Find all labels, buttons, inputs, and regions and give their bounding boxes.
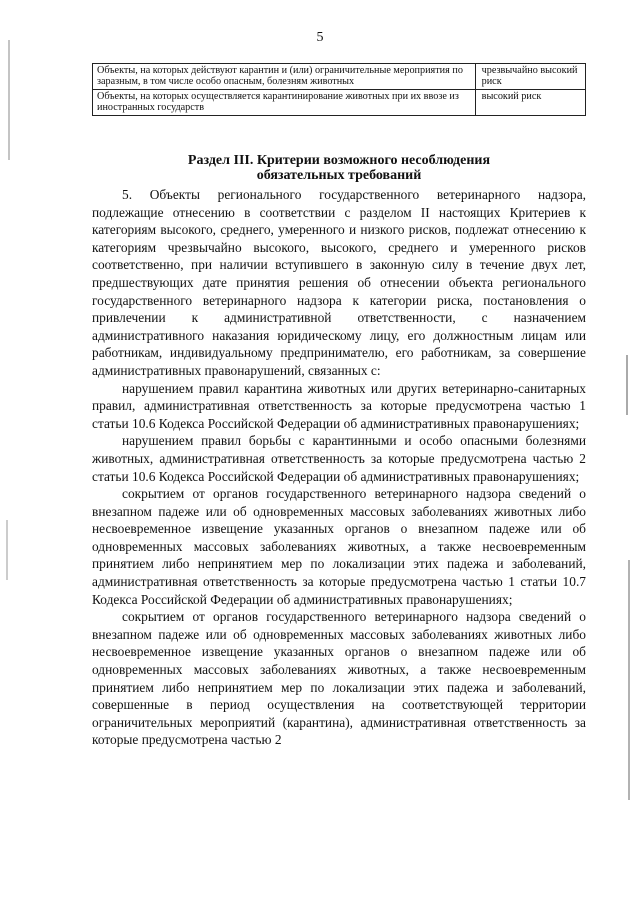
paragraph: сокрытием от органов государственного ветеринарного надзора сведений о внезапном падеже или об одновременных массовых заболеваниях животных либо несвоевременное извещение указанных органов о внезапном падеже или об одновременных массовых заболеваниях животных, а также несвоевременным принятием либо непринятием мер по локализации этих падежа и заболеваний, административная ответственность за которые предусмотрена частью 1 статьи 10.7 Кодекса Российской Федерации об административных правонарушениях; [92, 486, 586, 607]
body-text [92, 186, 586, 749]
section-title [92, 153, 586, 183]
section-title-line: Раздел III. Критерии возможного несоблюдения [187, 153, 491, 168]
paragraph: сокрытием от органов государственного ветеринарного надзора сведений о внезапном падеже или об одновременных массовых заболеваниях животных либо несвоевременное извещение указанных органов о внезапном падеже или об одновременных массовых заболеваниях животных, а также несвоевременным принятием либо непринятием мер по локализации этих падежа и заболеваний, совершенные в период осуществления на соответствующей территории ограничительных мероприятий (карантина), административная ответственность за которые предусмотрена частью 2 [92, 609, 586, 748]
section-title-line: обязательных требований [256, 168, 422, 183]
paragraph: нарушением правил карантина животных или других ветеринарно-санитарных правил, административная ответственность за которые предусмотрена частью 1 статьи 10.6 Кодекса Российской Федерации об административных правонарушениях; [92, 380, 586, 431]
scan-edge-mark [8, 40, 10, 160]
table-cell-object: Объекты, на которых действуют карантин и (или) ограничительные мероприятия по заразным, в том числе особо опасным, болезням животных [93, 64, 476, 90]
scan-edge-mark [628, 560, 630, 800]
paragraph: нарушением правил борьбы с карантинными и особо опасными болезнями животных, административная ответственность за которые предусмотрена частью 2 статьи 10.6 Кодекса Российской Федерации об административных правонарушениях; [92, 433, 586, 484]
table-cell-object: Объекты, на которых осуществляется карантинирование животных при их ввозе из иностранных государств [93, 90, 476, 116]
table-cell-risk: чрезвычайно высокий риск [475, 64, 585, 90]
paragraph: 5. Объекты регионального государственного ветеринарного надзора, подлежащие отнесению в соответствии с разделом II настоящих Критериев к категориям высокого, среднего, умеренного и низкого рисков, подлежат отнесению к категориям чрезвычайно высокого, высокого, среднего и умеренного рисков соответственно, при наличии вступившего в законную силу в течение двух лет, предшествующих дате принятия решения об отнесении объекта регионального государственного ветеринарного надзора к категории риска, постановления о привлечении к административной ответственности, с назначением административного наказания юридическому лицу, его должностным лицам или работникам, индивидуальному предпринимателю, его работникам, за совершение административных правонарушений, связанных с: [92, 187, 586, 378]
table-cell-risk: высокий риск [475, 90, 585, 116]
risk-criteria-table [92, 63, 586, 116]
page-number: 5 [316, 30, 324, 45]
table-row [93, 90, 586, 116]
scan-edge-mark [6, 520, 8, 580]
table-row [93, 64, 586, 90]
scan-edge-mark [626, 355, 628, 415]
